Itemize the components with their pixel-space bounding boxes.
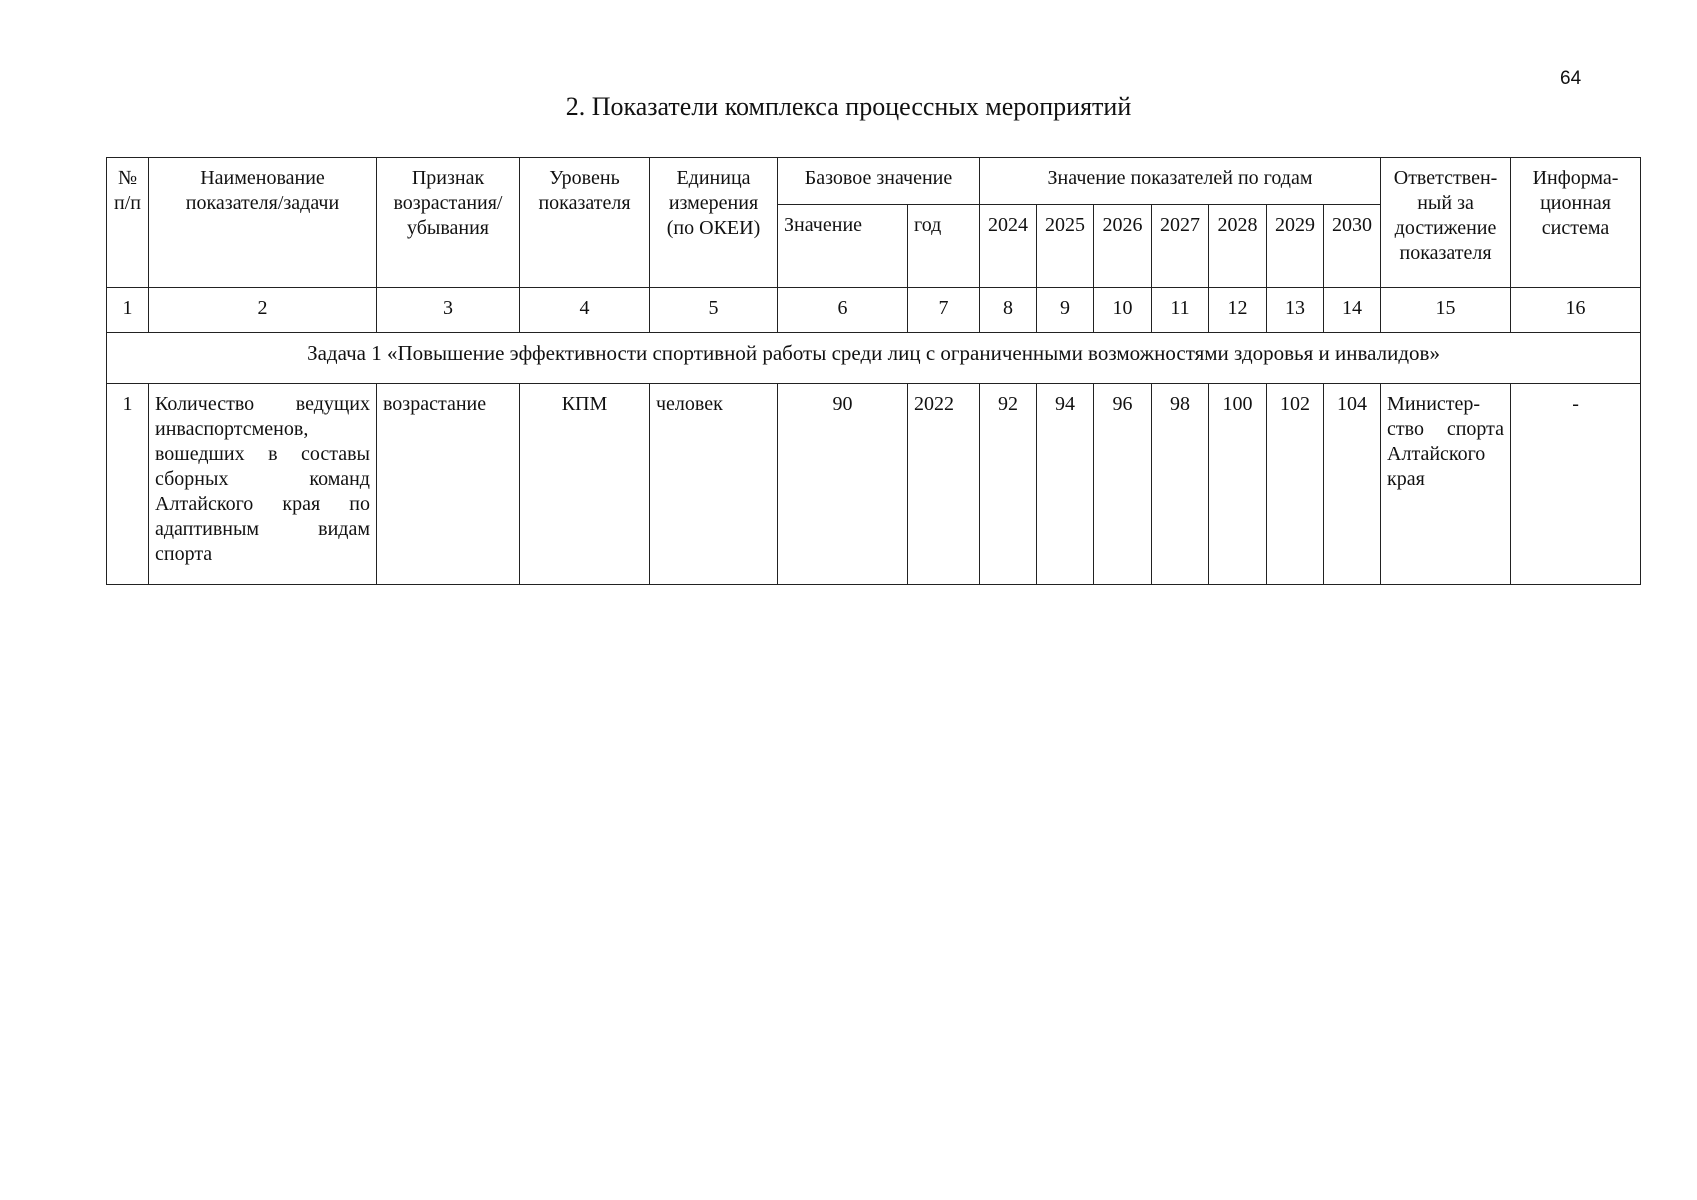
row-base-year: 2022 (908, 384, 980, 585)
indicators-table (106, 157, 1641, 585)
row-base-value: 90 (778, 384, 908, 585)
header-years-group: Значение показателей по годам (980, 158, 1381, 205)
row-value-2026: 96 (1094, 384, 1152, 585)
table-row (107, 384, 1641, 585)
row-trend: возрастание (377, 384, 520, 585)
row-unit: человек (650, 384, 778, 585)
header-year-2024: 2024 (980, 205, 1037, 288)
header-base-group: Базовое значение (778, 158, 980, 205)
task-title: Задача 1 «Повышение эффективности спортивной работы среди лиц с ограниченными возможностями здоровья и инвалидов» (107, 333, 1641, 384)
column-number: 2 (149, 288, 377, 333)
header-year-2026: 2026 (1094, 205, 1152, 288)
row-name: Количество ведущих инваспортсменов, вошедших в составы сборных команд Алтайского края по адаптивным видам спорта (149, 384, 377, 585)
page-number: 64 (1560, 68, 1582, 89)
header-year-2027: 2027 (1152, 205, 1209, 288)
column-number-row (107, 288, 1641, 333)
row-value-2028: 100 (1209, 384, 1267, 585)
column-number: 10 (1094, 288, 1152, 333)
column-number: 6 (778, 288, 908, 333)
column-number: 14 (1324, 288, 1381, 333)
column-number: 12 (1209, 288, 1267, 333)
header-year-2030: 2030 (1324, 205, 1381, 288)
column-number: 9 (1037, 288, 1094, 333)
row-num: 1 (107, 384, 149, 585)
header-base-year: год (908, 205, 980, 288)
column-number: 8 (980, 288, 1037, 333)
header-year-2025: 2025 (1037, 205, 1094, 288)
header-level: Уровень показателя (520, 158, 650, 288)
column-number: 16 (1511, 288, 1641, 333)
column-number: 1 (107, 288, 149, 333)
header-responsible: Ответствен-ный за достижение показателя (1381, 158, 1511, 288)
row-level: КПМ (520, 384, 650, 585)
header-trend: Признак возрастания/ убывания (377, 158, 520, 288)
header-info-system: Информа-ционная система (1511, 158, 1641, 288)
column-number: 11 (1152, 288, 1209, 333)
column-number: 7 (908, 288, 980, 333)
header-year-2029: 2029 (1267, 205, 1324, 288)
row-value-2027: 98 (1152, 384, 1209, 585)
column-number: 13 (1267, 288, 1324, 333)
row-value-2030: 104 (1324, 384, 1381, 585)
header-base-value: Значение (778, 205, 908, 288)
row-value-2029: 102 (1267, 384, 1324, 585)
header-unit: Единица измерения (по ОКЕИ) (650, 158, 778, 288)
column-number: 5 (650, 288, 778, 333)
row-value-2024: 92 (980, 384, 1037, 585)
column-number: 3 (377, 288, 520, 333)
header-year-2028: 2028 (1209, 205, 1267, 288)
header-name: Наименование показателя/задачи (149, 158, 377, 288)
column-number: 15 (1381, 288, 1511, 333)
row-value-2025: 94 (1037, 384, 1094, 585)
column-number: 4 (520, 288, 650, 333)
page-title: 2. Показатели комплекса процессных мероприятий (565, 92, 1132, 121)
header-num: № п/п (107, 158, 149, 288)
row-responsible: Министер-ство спорта Алтайского края (1381, 384, 1511, 585)
row-info-system: - (1511, 384, 1641, 585)
